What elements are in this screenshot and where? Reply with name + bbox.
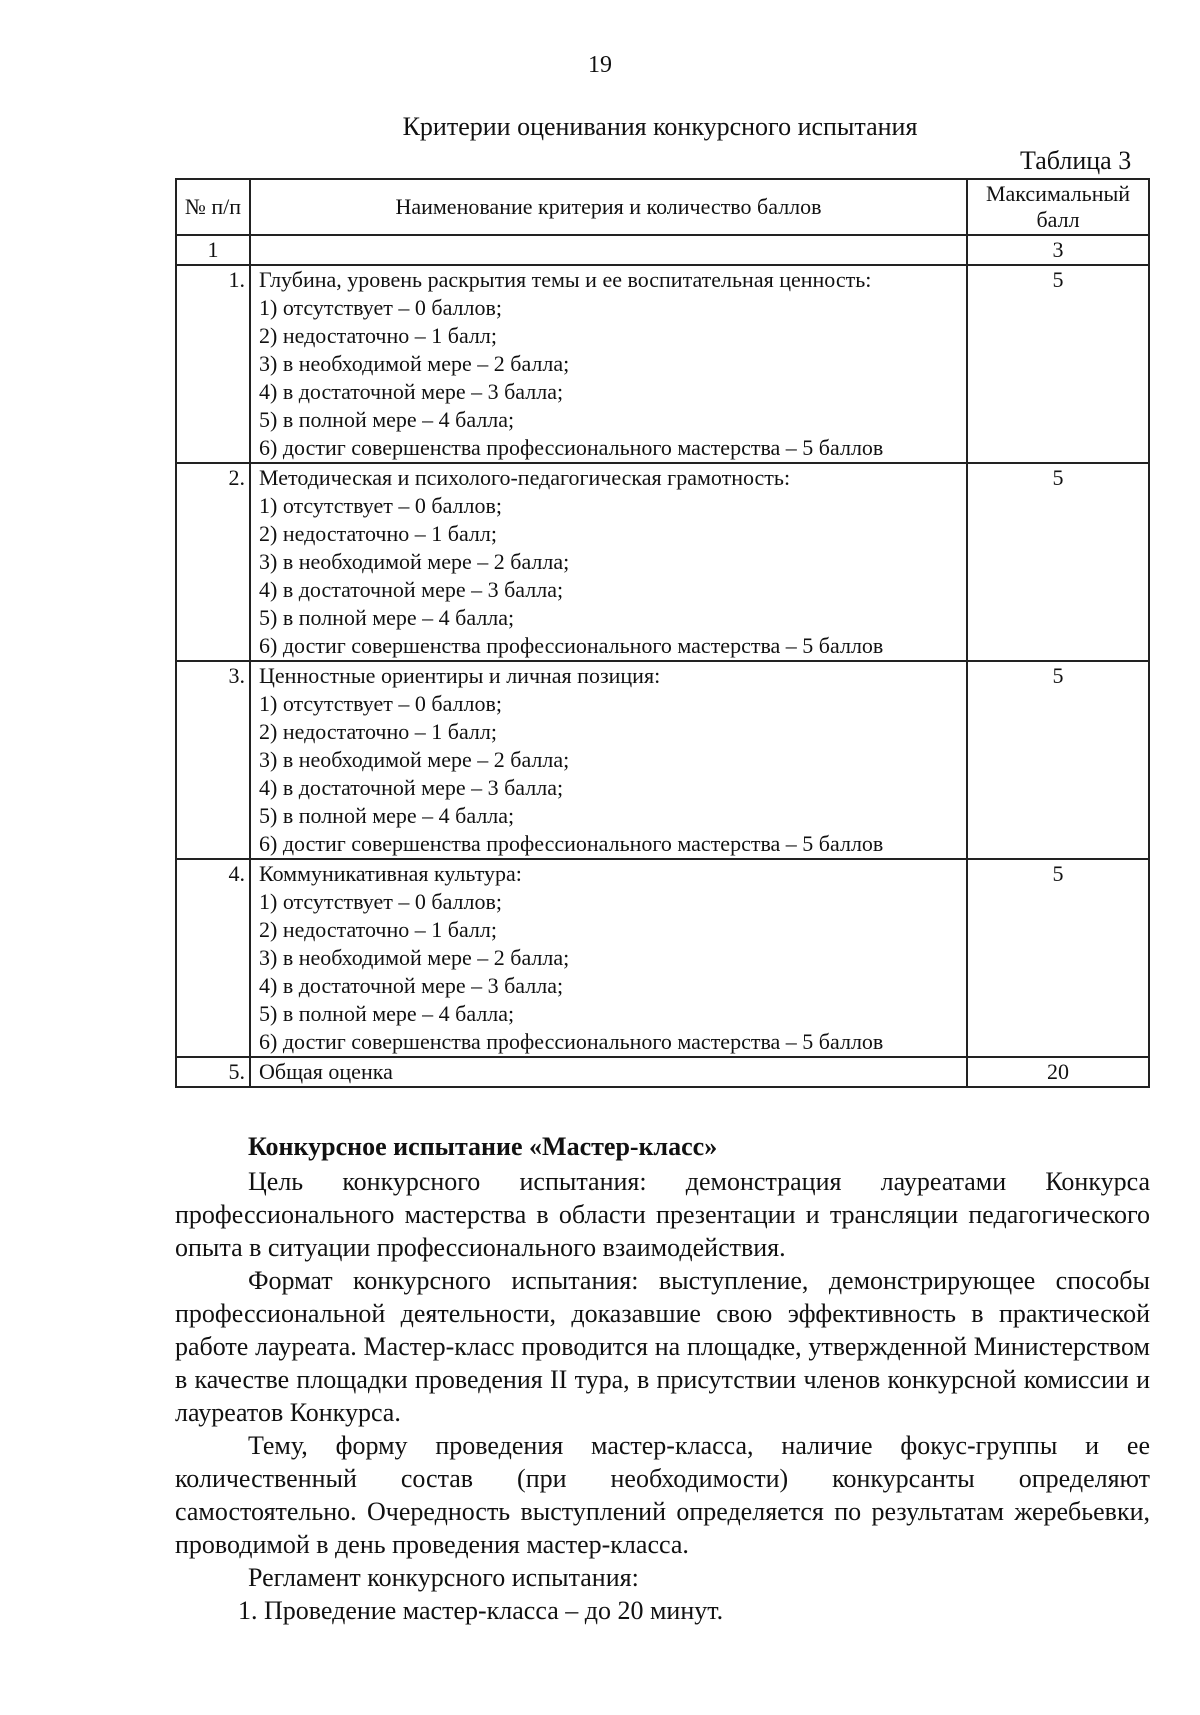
- criterion-option: 6) достиг совершенства профессионального мастерства – 5 баллов: [259, 1029, 884, 1054]
- criterion-option: 1) отсутствует – 0 баллов;: [259, 493, 502, 518]
- criterion-option: 1) отсутствует – 0 баллов;: [259, 691, 502, 716]
- row-num: 4.: [176, 859, 250, 1057]
- row-max-score: 5: [967, 661, 1149, 859]
- row-max-score: 5: [967, 463, 1149, 661]
- row-num: 1.: [176, 265, 250, 463]
- criterion-option: 5) в полной мере – 4 балла;: [259, 803, 515, 828]
- regulation-list: [175, 1594, 1150, 1627]
- table-row: [176, 265, 1149, 463]
- paragraph-goal: Цель конкурсного испытания: демонстрация лауреатами Конкурса профессионального мастерства в области презентации и трансляции педагогического опыта в ситуации профессионального взаимодействия.: [175, 1167, 1150, 1262]
- table-row: [176, 859, 1149, 1057]
- table-label: Таблица 3: [1020, 146, 1132, 175]
- row-criterion: [250, 463, 967, 661]
- total-num: 5.: [176, 1057, 250, 1087]
- table-row: [176, 463, 1149, 661]
- criterion-option: 5) в полной мере – 4 балла;: [259, 1001, 515, 1026]
- paragraph-regulation: Регламент конкурсного испытания:: [248, 1563, 639, 1592]
- criterion-option: 3) в необходимой мере – 2 балла;: [259, 747, 570, 772]
- row-num: 2.: [176, 463, 250, 661]
- criterion-option: 2) недостаточно – 1 балл;: [259, 323, 497, 348]
- criterion-option: 4) в достаточной мере – 3 балла;: [259, 775, 564, 800]
- row-criterion: [250, 661, 967, 859]
- criterion-option: 3) в необходимой мере – 2 балла;: [259, 945, 570, 970]
- total-label: Общая оценка: [250, 1057, 967, 1087]
- row-num: 3.: [176, 661, 250, 859]
- row-max-score: 5: [967, 265, 1149, 463]
- criterion-option: 2) недостаточно – 1 балл;: [259, 719, 497, 744]
- row-criterion: [250, 859, 967, 1057]
- header-max: Максимальный балл: [967, 179, 1149, 235]
- criterion-title: Ценностные ориентиры и личная позиция:: [259, 663, 661, 688]
- header-num: № п/п: [176, 179, 250, 235]
- criterion-title: Методическая и психолого-педагогическая грамотность:: [259, 465, 791, 490]
- regulation-item: 1. Проведение мастер-класса – до 20 минут.: [238, 1596, 724, 1625]
- table-row: [176, 661, 1149, 859]
- criterion-option: 5) в полной мере – 4 балла;: [259, 407, 515, 432]
- criterion-option: 6) достиг совершенства профессионального мастерства – 5 баллов: [259, 831, 884, 856]
- criterion-option: 2) недостаточно – 1 балл;: [259, 917, 497, 942]
- table-header-row: [176, 179, 1149, 235]
- criterion-option: 1) отсутствует – 0 баллов;: [259, 295, 502, 320]
- index-num: 1: [176, 235, 250, 265]
- criterion-option: 3) в необходимой мере – 2 балла;: [259, 549, 570, 574]
- criterion-option: 1) отсутствует – 0 баллов;: [259, 889, 502, 914]
- section-heading: Конкурсное испытание «Мастер-класс»: [248, 1132, 718, 1161]
- paragraph-topic: Тему, форму проведения мастер-класса, наличие фокус-группы и ее количественный состав (при необходимости) конкурсанты определяют самостоятельно. Очередность выступлений определяется по результатам жеребьевки, проводимой в день проведения мастер-класса.: [175, 1431, 1150, 1559]
- criterion-option: 2) недостаточно – 1 балл;: [259, 521, 497, 546]
- criterion-option: 4) в достаточной мере – 3 балла;: [259, 577, 564, 602]
- criterion-option: 4) в достаточной мере – 3 балла;: [259, 379, 564, 404]
- criterion-option: 4) в достаточной мере – 3 балла;: [259, 973, 564, 998]
- index-max: 3: [967, 235, 1149, 265]
- index-name: [250, 235, 967, 265]
- paragraph-format: Формат конкурсного испытания: выступление, демонстрирующее способы профессиональной деятельности, доказавшие свою эффективность в практической работе лауреата. Мастер-класс проводится на площадке, утвержденной Министерством в качестве площадки проведения II тура, в присутствии членов конкурсной комиссии и лауреатов Конкурса.: [175, 1266, 1150, 1427]
- criterion-option: 3) в необходимой мере – 2 балла;: [259, 351, 570, 376]
- table-title: Критерии оценивания конкурсного испытания: [402, 112, 918, 141]
- header-name: Наименование критерия и количество баллов: [250, 179, 967, 235]
- criterion-title: Глубина, уровень раскрытия темы и ее воспитательная ценность:: [259, 267, 872, 292]
- row-max-score: 5: [967, 859, 1149, 1057]
- criterion-option: 6) достиг совершенства профессионального мастерства – 5 баллов: [259, 633, 884, 658]
- total-max-score: 20: [967, 1057, 1149, 1087]
- page-number: 19: [588, 52, 612, 78]
- table-index-row: [176, 235, 1149, 265]
- criterion-title: Коммуникативная культура:: [259, 861, 522, 886]
- row-criterion: [250, 265, 967, 463]
- criterion-option: 6) достиг совершенства профессионального мастерства – 5 баллов: [259, 435, 884, 460]
- table-total-row: [176, 1057, 1149, 1087]
- criterion-option: 5) в полной мере – 4 балла;: [259, 605, 515, 630]
- section-body: [175, 1165, 1150, 1627]
- criteria-table: [175, 178, 1150, 1088]
